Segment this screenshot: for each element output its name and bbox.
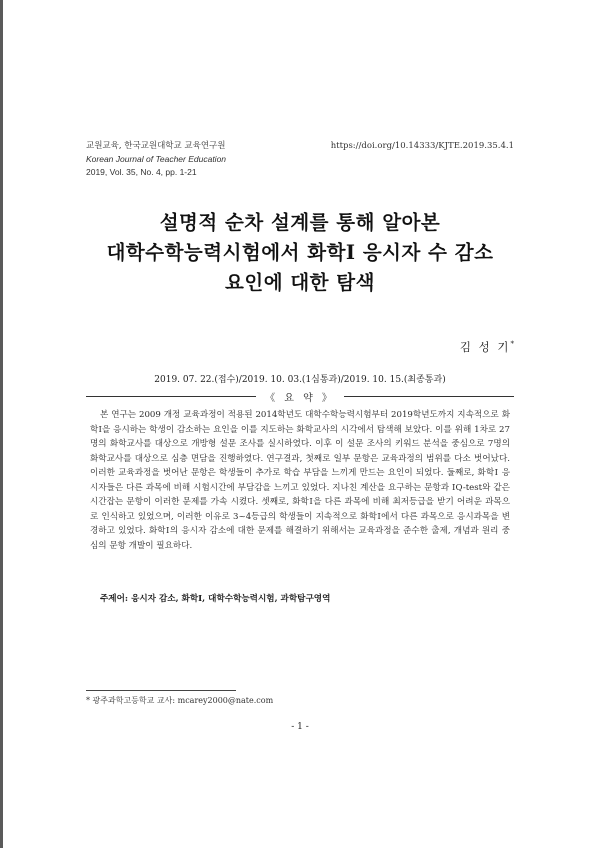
author-footnote-mark: * xyxy=(510,340,514,349)
title-line-3: 요인에 대한 탐색 xyxy=(225,271,375,294)
title-line-2: 대학수학능력시험에서 화학Ⅰ 응시자 수 감소 xyxy=(106,241,494,264)
journal-name-en: Korean Journal of Teacher Education xyxy=(86,154,227,164)
doi-link[interactable]: https://doi.org/10.14333/KJTE.2019.35.4.1 xyxy=(330,141,514,151)
author-name: 김 성 기 xyxy=(459,340,511,354)
footnote-rule xyxy=(86,690,236,691)
title-line-1: 설명적 순차 설계를 통해 알아본 xyxy=(159,211,441,234)
abstract-heading xyxy=(86,387,514,407)
abstract-body xyxy=(90,408,510,553)
author xyxy=(460,339,514,355)
abstract-heading-label: 《 요 약 》 xyxy=(265,393,335,404)
abstract-rule-right xyxy=(344,396,514,397)
volume-info: 2019, Vol. 35, No. 4, pp. 1-21 xyxy=(86,167,197,177)
paper-title xyxy=(40,208,560,298)
footnote: * 광주과학고등학교 교사: mcarey2000@nate.com xyxy=(86,696,274,705)
keywords: 주제어: 응시자 감소, 화학Ⅰ, 대학수학능력시험, 과학탐구영역 xyxy=(100,594,331,604)
publisher-line: 교원교육, 한국교원대학교 교육연구원 xyxy=(86,141,226,151)
page-number: - 1 - xyxy=(291,722,309,732)
page-edge-rule xyxy=(0,0,3,848)
abstract-text: 본 연구는 2009 개정 교육과정이 적용된 2014학년도 대학수학능력시험부터 2019학년도까지 지속적으로 화학Ⅰ을 응시하는 학생이 감소하는 요인을 이를 지도하는 화학교사의 시각에서 탐색해 보았다. 이를 위해 1차로 27명의 화학교사를 대상으로 개방형 설문 조사를 실시하였다. 이후 이 설문 조사의 키워드 분석을 중심으로 7명의 화학교사를 대상으로 심층 면담을 진행하였다. 연구결과, 첫째로 일부 문항은 교육과정의 범위를 다소 벗어났다. 이러한 교육과정을 벗어난 문항은 학생들이 추가로 학습 부담을 느끼게 만드는 요인이 되었다. 둘째로, 화학Ⅰ 응시자들은 다른 과목에 비해 시험시간에 부담감을 느끼고 있었다. 지나친 계산을 요구하는 문항과 IQ-test와 같은 시간잡는 문항이 이러한 문제를 가속 시켰다. 셋째로, 화학Ⅰ을 다른 과목에 비해 최저등급을 받기 어려운 과목으로 인식하고 있었으며, 이러한 이유로 3~4등급의 학생들이 지속적으로 화학Ⅰ에서 다른 과목으로 응시과목을 변경하고 있었다. 화학Ⅰ의 응시자 감소에 대한 문제를 해결하기 위해서는 교육과정을 준수한 출제, 개념과 원리 중심의 문항 개발이 필요하다. xyxy=(90,410,510,551)
review-dates: 2019. 07. 22.(접수)/2019. 10. 03.(1심통과)/2019. 10. 15.(최종통과) xyxy=(154,375,446,385)
journal-header xyxy=(86,140,226,179)
